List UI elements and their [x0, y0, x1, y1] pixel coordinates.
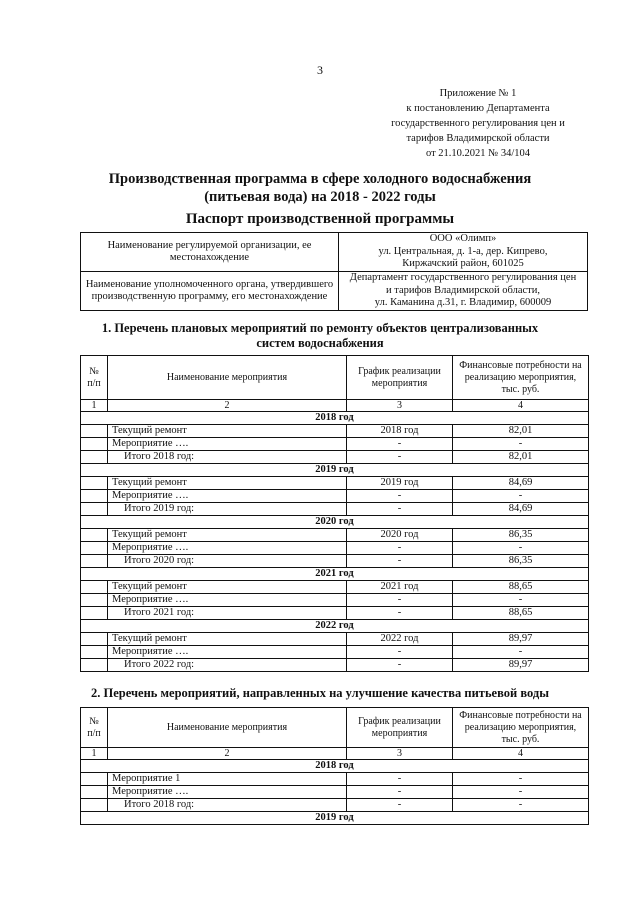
org-value-line: Киржачский район, 601025: [402, 258, 524, 270]
year-row: [81, 568, 589, 581]
authority-label: Наименование уполномоченного органа, утвердившего производственную программу, его местонахождение: [81, 272, 339, 311]
row-schedule: -: [347, 646, 453, 659]
row-name: Итого 2018 год:: [108, 799, 347, 812]
row-name: Итого 2018 год:: [108, 451, 347, 464]
header-num: № п/п: [81, 708, 108, 748]
repair-plan-table: [80, 355, 589, 672]
row-name: Мероприятие ….: [108, 786, 347, 799]
section1-title: [0, 321, 640, 351]
row-num: [81, 773, 108, 786]
row-name: Итого 2021 год:: [108, 607, 347, 620]
row-value: 86,35: [453, 555, 589, 568]
year-row: [81, 760, 589, 773]
row-value: 82,01: [453, 451, 589, 464]
table-row: [81, 799, 589, 812]
header-finance: Финансовые потребности на реализацию мероприятия, тыс. руб.: [453, 708, 589, 748]
appendix-line: государственного регулирования цен и: [391, 118, 565, 129]
table-row: [81, 425, 589, 438]
page-number: 3: [317, 63, 323, 77]
row-num: [81, 542, 108, 555]
appendix-line: к постановлению Департамента: [406, 103, 550, 114]
title-line-2: (питьевая вода) на 2018 - 2022 годы: [204, 189, 436, 205]
row-name: Итого 2019 год:: [108, 503, 347, 516]
row-schedule: 2018 год: [347, 425, 453, 438]
row-value: 88,65: [453, 607, 589, 620]
table-row: [81, 659, 589, 672]
authority-value-line: ул. Каманина д.31, г. Владимир, 600009: [374, 297, 552, 309]
row-schedule: 2022 год: [347, 633, 453, 646]
row-schedule: -: [347, 490, 453, 503]
column-number: 2: [108, 400, 347, 412]
row-num: [81, 425, 108, 438]
header-name: Наименование мероприятия: [108, 356, 347, 400]
row-name: Мероприятие 1: [108, 773, 347, 786]
row-schedule: 2019 год: [347, 477, 453, 490]
row-value: 84,69: [453, 503, 589, 516]
passport-row-authority: [81, 272, 588, 311]
table-row: [81, 581, 589, 594]
row-num: [81, 659, 108, 672]
passport-row-org: [81, 233, 588, 272]
row-schedule: -: [347, 542, 453, 555]
row-value: -: [453, 490, 589, 503]
column-number-row: [81, 748, 589, 760]
row-num: [81, 607, 108, 620]
appendix-block: [368, 86, 588, 161]
header-schedule: График реализации мероприятия: [347, 356, 453, 400]
row-value: -: [453, 773, 589, 786]
header-schedule: График реализации мероприятия: [347, 708, 453, 748]
year-row: [81, 464, 589, 477]
row-value: -: [453, 799, 589, 812]
year-label: 2019 год: [81, 812, 589, 825]
column-number-row: [81, 400, 589, 412]
row-schedule: -: [347, 438, 453, 451]
row-value: 88,65: [453, 581, 589, 594]
org-value-line: ООО «Олимп»: [429, 233, 497, 245]
table-row: [81, 438, 589, 451]
title-line-1: Производственная программа в сфере холодного водоснабжения: [108, 171, 532, 187]
appendix-line: тарифов Владимирской области: [406, 133, 550, 144]
row-num: [81, 594, 108, 607]
table-row: [81, 490, 589, 503]
table-row: [81, 594, 589, 607]
appendix-line: от 21.10.2021 № 34/104: [425, 148, 530, 159]
table-row: [81, 646, 589, 659]
row-schedule: -: [347, 555, 453, 568]
year-row: [81, 412, 589, 425]
year-label: 2019 год: [81, 464, 589, 477]
table-row: [81, 633, 589, 646]
row-value: 89,97: [453, 659, 589, 672]
header-row: [81, 708, 589, 748]
year-label: 2020 год: [81, 516, 589, 529]
row-num: [81, 581, 108, 594]
row-name: Мероприятие ….: [108, 542, 347, 555]
year-label: 2018 год: [81, 412, 589, 425]
authority-value-line: и тарифов Владимирской области,: [386, 284, 540, 296]
row-schedule: -: [347, 607, 453, 620]
column-number: 1: [81, 400, 108, 412]
table-row: [81, 607, 589, 620]
section1-title-line-1: 1. Перечень плановых мероприятий по ремонту объектов централизованных: [101, 321, 539, 335]
table-row: [81, 555, 589, 568]
table-row: [81, 542, 589, 555]
row-schedule: -: [347, 451, 453, 464]
row-schedule: -: [347, 503, 453, 516]
row-schedule: -: [347, 773, 453, 786]
table-row: [81, 477, 589, 490]
passport-title: Паспорт производственной программы: [185, 211, 455, 227]
row-value: -: [453, 542, 589, 555]
row-value: 84,69: [453, 477, 589, 490]
row-num: [81, 477, 108, 490]
row-num: [81, 451, 108, 464]
row-num: [81, 490, 108, 503]
column-number: 4: [453, 748, 589, 760]
row-name: Итого 2020 год:: [108, 555, 347, 568]
column-number: 3: [347, 748, 453, 760]
year-row: [81, 620, 589, 633]
row-name: Итого 2022 год:: [108, 659, 347, 672]
row-value: -: [453, 646, 589, 659]
header-num: № п/п: [81, 356, 108, 400]
appendix-line: Приложение № 1: [439, 88, 517, 99]
year-label: 2022 год: [81, 620, 589, 633]
row-num: [81, 633, 108, 646]
row-name: Текущий ремонт: [108, 581, 347, 594]
row-num: [81, 786, 108, 799]
header-finance: Финансовые потребности на реализацию мероприятия, тыс. руб.: [453, 356, 589, 400]
row-num: [81, 646, 108, 659]
row-num: [81, 529, 108, 542]
authority-value-line: Департамент государственного регулирования цен: [349, 272, 577, 284]
row-schedule: 2020 год: [347, 529, 453, 542]
table-row: [81, 773, 589, 786]
row-schedule: 2021 год: [347, 581, 453, 594]
row-value: 86,35: [453, 529, 589, 542]
org-value-line: ул. Центральная, д. 1-а, дер. Кипрево,: [378, 245, 548, 257]
row-schedule: -: [347, 594, 453, 607]
row-schedule: -: [347, 799, 453, 812]
row-num: [81, 503, 108, 516]
section2-title: 2. Перечень мероприятий, направленных на улучшение качества питьевой воды: [91, 686, 549, 700]
row-name: Текущий ремонт: [108, 633, 347, 646]
row-name: Текущий ремонт: [108, 425, 347, 438]
column-number: 3: [347, 400, 453, 412]
org-value: [339, 233, 588, 272]
row-schedule: -: [347, 786, 453, 799]
row-name: Мероприятие ….: [108, 646, 347, 659]
header-row: [81, 356, 589, 400]
row-value: -: [453, 786, 589, 799]
water-quality-table: [80, 707, 589, 825]
year-row: [81, 516, 589, 529]
row-value: 82,01: [453, 425, 589, 438]
column-number: 1: [81, 748, 108, 760]
passport-table: [80, 232, 588, 311]
row-value: -: [453, 438, 589, 451]
authority-value: [339, 272, 588, 311]
row-num: [81, 438, 108, 451]
column-number: 4: [453, 400, 589, 412]
row-value: -: [453, 594, 589, 607]
row-name: Мероприятие ….: [108, 490, 347, 503]
row-value: 89,97: [453, 633, 589, 646]
year-label: 2018 год: [81, 760, 589, 773]
header-name: Наименование мероприятия: [108, 708, 347, 748]
table-row: [81, 529, 589, 542]
section1-title-line-2: систем водоснабжения: [256, 336, 384, 350]
row-schedule: -: [347, 659, 453, 672]
column-number: 2: [108, 748, 347, 760]
document-title: [0, 170, 640, 206]
table-row: [81, 786, 589, 799]
row-name: Текущий ремонт: [108, 477, 347, 490]
year-label: 2021 год: [81, 568, 589, 581]
year-row: [81, 812, 589, 825]
row-name: Мероприятие ….: [108, 594, 347, 607]
row-name: Текущий ремонт: [108, 529, 347, 542]
row-num: [81, 555, 108, 568]
org-label: Наименование регулируемой организации, ее местонахождение: [81, 233, 339, 272]
row-name: Мероприятие ….: [108, 438, 347, 451]
row-num: [81, 799, 108, 812]
table-row: [81, 451, 589, 464]
table-row: [81, 503, 589, 516]
